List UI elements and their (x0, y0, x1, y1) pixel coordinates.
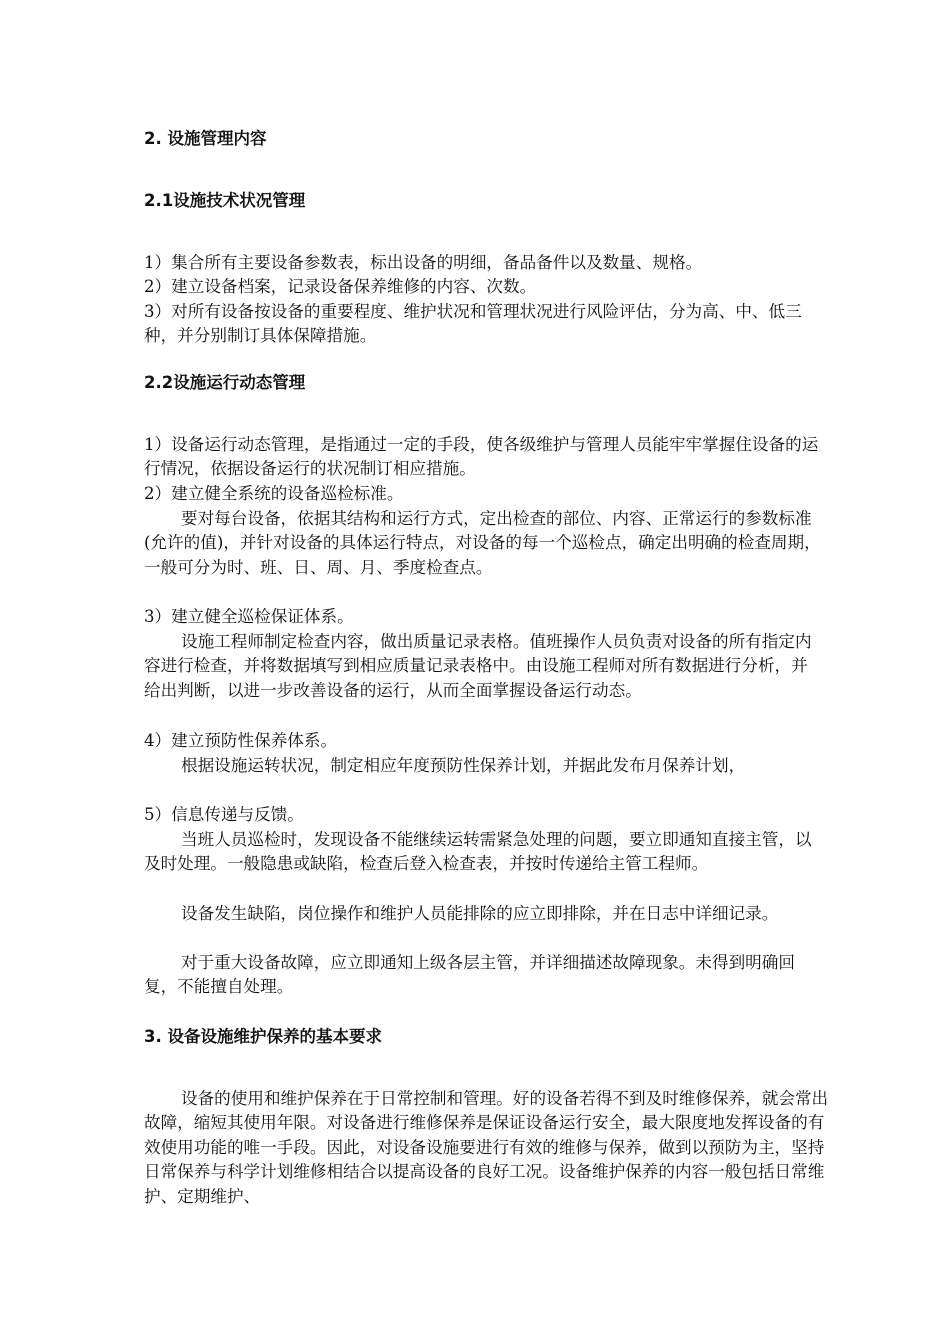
heading-section-2: 2. 设施管理内容 (144, 129, 267, 148)
paragraph: 设备发生缺陷，岗位操作和维护人员能排除的应立即排除，并在日志中详细记录。 (181, 904, 779, 923)
paragraph: 5）信息传递与反馈。 (144, 805, 304, 824)
heading-section-2-1: 2.1设施技术状况管理 (144, 191, 306, 210)
paragraph: 2）建立设备档案，记录设备保养维修的内容、次数。 (144, 277, 537, 296)
paragraph: 要对每台设备，依据其结构和运行方式，定出检查的部位、内容、正常运行的参数标准(允许的值)，并针对设备的具体运行特点，对设备的每一个巡检点，确定出明确的检查周期，一般可分为时、班、日、周、月、季度检查点。 (144, 509, 821, 577)
paragraph: 设施工程师制定检查内容，做出质量记录表格。值班操作人员负责对设备的所有指定内容进行检查，并将数据填写到相应质量记录表格中。由设施工程师对所有数据进行分析，并给出判断，以进一步改善设备的运行，从而全面掌握设备运行动态。 (144, 632, 812, 700)
paragraph: 根据设施运转状况，制定相应年度预防性保养计划，并据此发布月保养计划， (181, 756, 746, 775)
paragraph: 3）对所有设备按设备的重要程度、维护状况和管理状况进行风险评估，分为高、中、低三种，并分别制订具体保障措施。 (144, 302, 802, 346)
heading-section-2-2: 2.2设施运行动态管理 (144, 373, 306, 392)
paragraph: 4）建立预防性保养体系。 (144, 731, 338, 750)
paragraph: 1）设备运行动态管理，是指通过一定的手段，使各级维护与管理人员能牢牢掌握住设备的运行情况，依据设备运行的状况制订相应措施。 (144, 435, 819, 479)
heading-section-3: 3. 设备设施维护保养的基本要求 (144, 1027, 382, 1046)
paragraph: 3）建立健全巡检保证体系。 (144, 607, 354, 626)
paragraph: 当班人员巡检时，发现设备不能继续运转需紧急处理的问题，要立即通知直接主管，以及时处理。一般隐患或缺陷，检查后登入检查表，并按时传递给主管工程师。 (144, 830, 812, 874)
paragraph: 2）建立健全系统的设备巡检标准。 (144, 484, 404, 503)
paragraph: 设备的使用和维护保养在于日常控制和管理。好的设备若得不到及时维修保养，就会常出故障，缩短其使用年限。对设备进行维修保养是保证设备运行安全，最大限度地发挥设备的有效使用功能的唯一手段。因此，对设备设施要进行有效的维修与保养，做到以预防为主，坚持日常保养与科学计划维修相结合以提高设备的良好工况。设备维护保养的内容一般包括日常维护、定期维护、 (144, 1089, 829, 1206)
paragraph: 1）集合所有主要设备参数表，标出设备的明细，备品备件以及数量、规格。 (144, 253, 703, 272)
paragraph: 对于重大设备故障，应立即通知上级各层主管，并详细描述故障现象。未得到明确回复，不能擅自处理。 (144, 953, 795, 997)
